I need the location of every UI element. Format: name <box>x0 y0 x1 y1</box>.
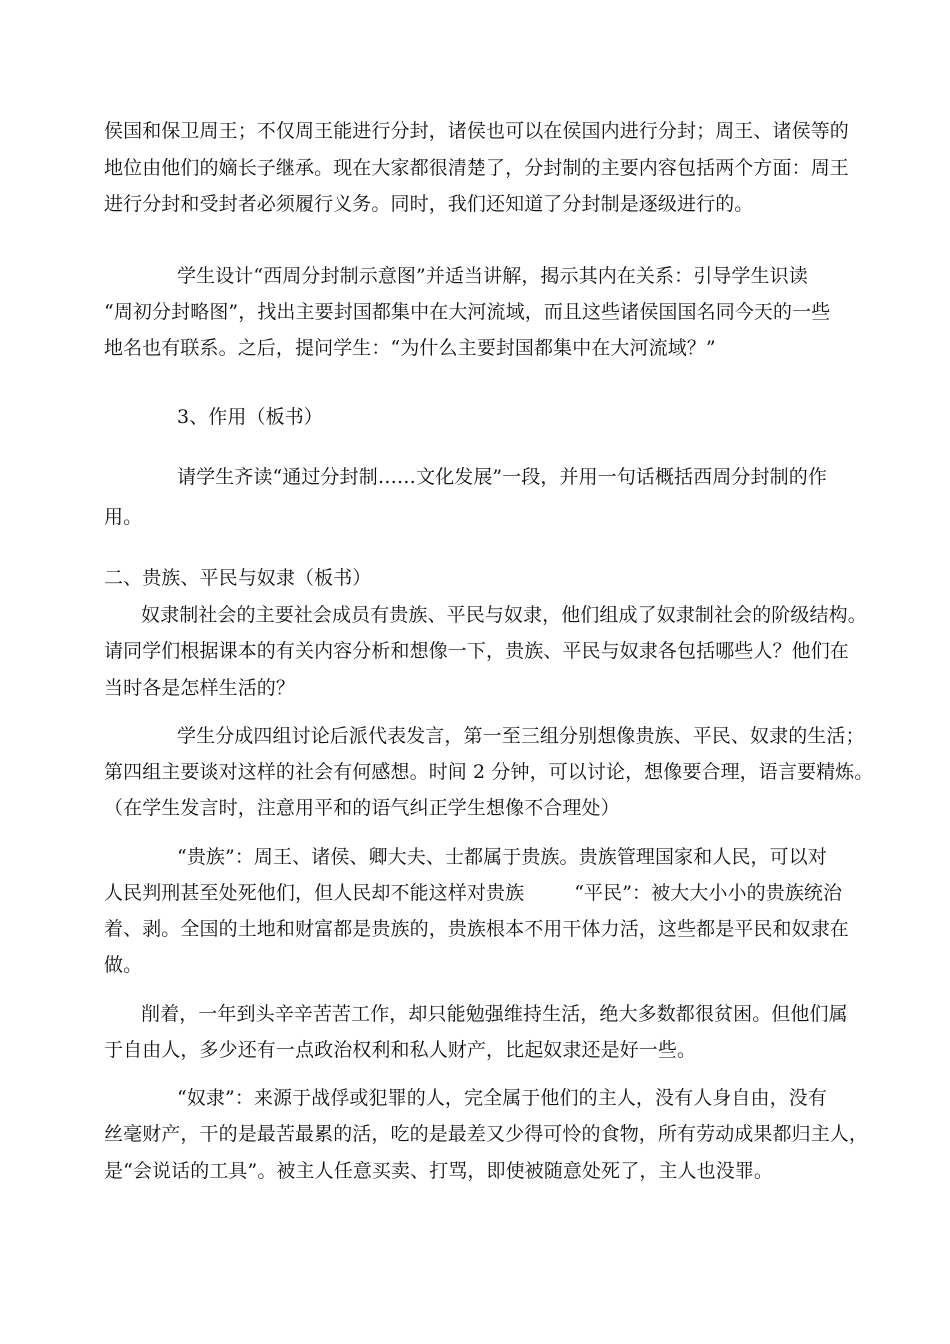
text-line: 地位由他们的嫡长子继承。现在大家都很清楚了，分封制的主要内容包括两个方面：周王 <box>104 157 849 179</box>
text-line: 做。 <box>104 954 143 976</box>
section-heading: 3、作用（板书） <box>177 406 323 428</box>
text-line: 侯国和保卫周王；不仅周王能进行分封，诸侯也可以在侯国内进行分封；周王、诸侯等的 <box>104 120 849 142</box>
text-line: 请学生齐读“通过分封制……文化发展”一段，并用一句话概括西周分封制的作 <box>177 466 827 488</box>
text-line: 进行分封和受封者必须履行义务。同时，我们还知道了分封制是逐级进行的。 <box>104 193 754 215</box>
text-span: “平民”：被大大小小的贵族统治 <box>574 882 843 904</box>
text-line: “奴隶”：来源于战俘或犯罪的人，完全属于他们的主人，没有人身自由，没有 <box>177 1087 827 1109</box>
text-line: 于自由人，多少还有一点政治权利和私人财产，比起奴隶还是好一些。 <box>104 1039 697 1061</box>
text-line: 地名也有联系。之后，提问学生：“为什么主要封国都集中在大河流域？” <box>104 337 716 359</box>
text-line: “贵族”：周王、诸侯、卿大夫、士都属于贵族。贵族管理国家和人民，可以对 <box>177 846 827 868</box>
text-line: 用。 <box>104 506 143 528</box>
text-line: 丝毫财产，干的是最苦最累的活，吃的是最差又少得可怜的食物，所有劳动成果都归主人， <box>104 1123 869 1145</box>
text-line: 当时各是怎样生活的？ <box>104 677 296 699</box>
text-line <box>104 881 842 905</box>
text-line: 是“会说话的工具”。被主人任意买卖、打骂，即使被随意处死了，主人也没罪。 <box>104 1160 774 1182</box>
text-line: 学生设计“西周分封制示意图”并适当讲解，揭示其内在关系：引导学生识读 <box>177 265 808 287</box>
text-span: 人民判刑甚至处死他们，但人民却不能这样对贵族 <box>104 882 525 904</box>
text-line: 学生分成四组讨论后派代表发言，第一至三组分别想像贵族、平民、奴隶的生活； <box>177 725 865 747</box>
text-line: 第四组主要谈对这样的社会有何感想。时间 2 分钟，可以讨论，想像要合理，语言要精炼。 <box>104 761 874 783</box>
text-line: 奴隶制社会的主要社会成员有贵族、平民与奴隶，他们组成了奴隶制社会的阶级结构。 <box>141 604 867 626</box>
text-line: （在学生发言时，注意用平和的语气纠正学生想像不合理处） <box>104 797 620 819</box>
text-line: “周初分封略图”，找出主要封国都集中在大河流域，而且这些诸侯国国名同今天的一些 <box>104 301 831 323</box>
text-line: 着、剥。全国的土地和财富都是贵族的，贵族根本不用干体力活，这些都是平民和奴隶在 <box>104 918 849 940</box>
section-heading: 二、贵族、平民与奴隶（板书） <box>104 567 372 589</box>
text-line: 削着，一年到头辛辛苦苦工作，却只能勉强维持生活，绝大多数都很贫困。但他们属 <box>141 1003 848 1025</box>
text-line: 请同学们根据课本的有关内容分析和想像一下，贵族、平民与奴隶各包括哪些人？他们在 <box>104 640 849 662</box>
